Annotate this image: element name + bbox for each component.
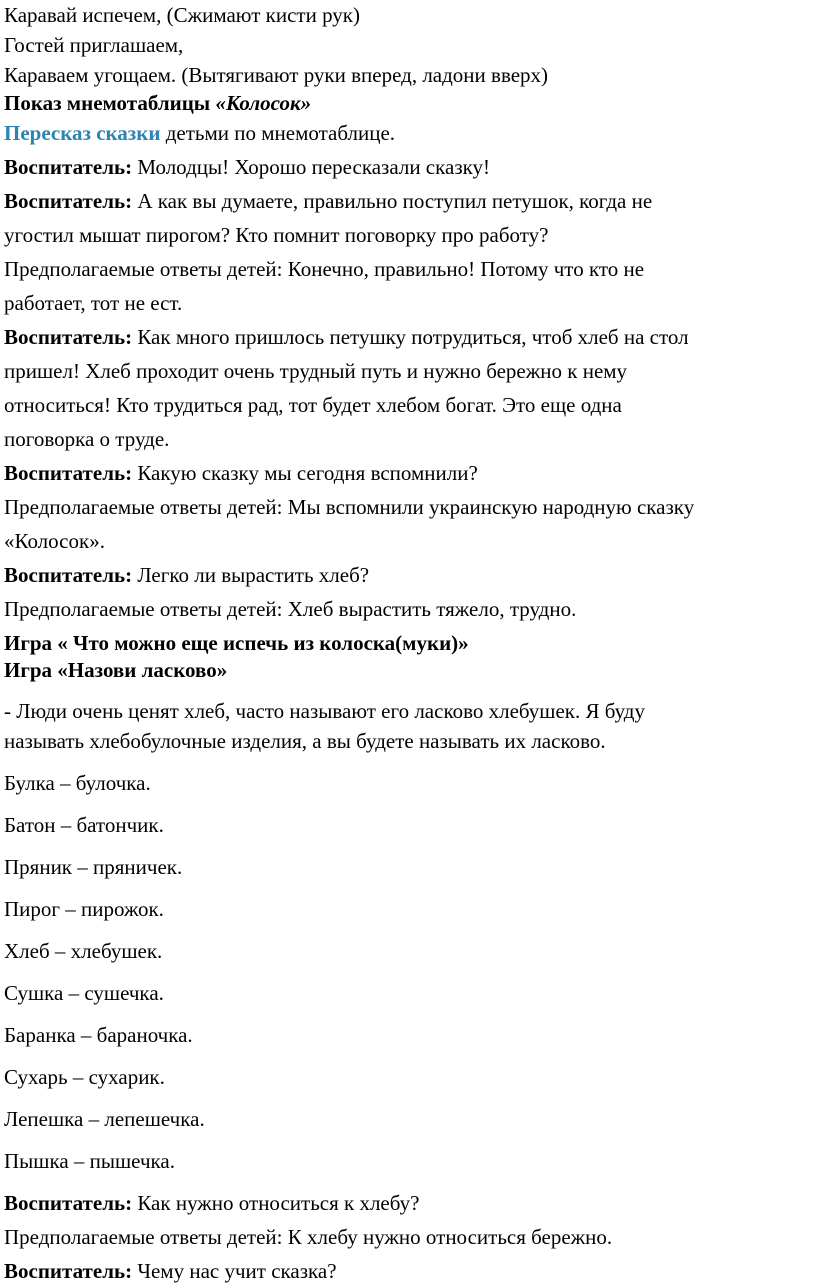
list-item: Батон – батончик. bbox=[4, 813, 164, 837]
game-intro-2: называть хлебобулочные изделия, а вы будете называть их ласково. bbox=[4, 729, 606, 753]
children-label: Предполагаемые ответы детей: bbox=[4, 495, 283, 519]
speaker-label: Воспитатель: bbox=[4, 1191, 133, 1215]
answer-text: Конечно, правильно! Потому что кто не bbox=[282, 257, 645, 281]
dialog-text: А как вы думаете, правильно поступил петушок, когда не bbox=[132, 189, 653, 213]
list-item: Лепешка – лепешечка. bbox=[4, 1107, 205, 1131]
speaker-label: Воспитатель: bbox=[4, 1259, 133, 1283]
dialog-1 bbox=[4, 150, 804, 184]
dialog-7 bbox=[4, 1254, 804, 1288]
dialog-3-cont-3: поговорка о труде. bbox=[4, 427, 170, 451]
answer-text: К хлебу нужно относиться бережно. bbox=[282, 1225, 613, 1249]
list-item: Пирог – пирожок. bbox=[4, 897, 164, 921]
answer-text: Мы вспомнили украинскую народную сказку bbox=[282, 495, 695, 519]
children-answer-2 bbox=[4, 490, 804, 524]
list-item: Хлеб – хлебушек. bbox=[4, 939, 163, 963]
speaker-label: Воспитатель: bbox=[4, 189, 133, 213]
list-item: Булка – булочка. bbox=[4, 771, 151, 795]
list-item: Сухарь – сухарик. bbox=[4, 1065, 165, 1089]
children-label: Предполагаемые ответы детей: bbox=[4, 597, 283, 621]
children-answer-1 bbox=[4, 252, 804, 286]
answer-text: Хлеб вырастить тяжело, трудно. bbox=[282, 597, 577, 621]
mnemo-table-heading bbox=[4, 90, 804, 116]
mnemo-heading-bold: Показ мнемотаблицы bbox=[4, 91, 216, 115]
speaker-label: Воспитатель: bbox=[4, 563, 133, 587]
list-item: Баранка – бараночка. bbox=[4, 1023, 193, 1047]
list-item: Пряник – пряничек. bbox=[4, 855, 183, 879]
game-heading-2: Игра «Назови ласково» bbox=[4, 658, 228, 682]
children-answer-3 bbox=[4, 592, 804, 626]
game-intro-1: - Люди очень ценят хлеб, часто называют его ласково хлебушек. Я буду bbox=[4, 699, 645, 723]
speaker-label: Воспитатель: bbox=[4, 461, 133, 485]
rhyme-line-3: Караваем угощаем. (Вытягивают руки вперед, ладони вверх) bbox=[4, 63, 549, 87]
retelling-line bbox=[4, 116, 804, 150]
retelling-highlight: Пересказ сказки bbox=[4, 121, 161, 145]
children-label: Предполагаемые ответы детей: bbox=[4, 257, 283, 281]
dialog-2-cont: угостил мышат пирогом? Кто помнит поговорку про работу? bbox=[4, 223, 549, 247]
list-item: Сушка – сушечка. bbox=[4, 981, 164, 1005]
dialog-3-cont-2: относиться! Кто трудиться рад, тот будет хлебом богат. Это еще одна bbox=[4, 393, 622, 417]
retelling-rest: детьми по мнемотаблице. bbox=[160, 121, 396, 145]
dialog-text: Легко ли вырастить хлеб? bbox=[132, 563, 370, 587]
dialog-3-cont-1: пришел! Хлеб проходит очень трудный путь и нужно бережно к нему bbox=[4, 359, 628, 383]
rhyme-line-2: Гостей приглашаем, bbox=[4, 33, 184, 57]
dialog-text: Какую сказку мы сегодня вспомнили? bbox=[132, 461, 478, 485]
dialog-6 bbox=[4, 1186, 804, 1220]
dialog-text: Как много пришлось петушку потрудиться, чтоб хлеб на стол bbox=[132, 325, 689, 349]
mnemo-heading-title: «Колосок» bbox=[215, 91, 312, 115]
speaker-label: Воспитатель: bbox=[4, 325, 133, 349]
dialog-5 bbox=[4, 558, 804, 592]
list-item: Пышка – пышечка. bbox=[4, 1149, 175, 1173]
word-list bbox=[4, 768, 804, 1176]
children-answer-1-cont: работает, тот не ест. bbox=[4, 291, 183, 315]
dialog-text: Молодцы! Хорошо пересказали сказку! bbox=[132, 155, 491, 179]
children-answer-2-cont: «Колосок». bbox=[4, 529, 105, 553]
dialog-text: Чему нас учит сказка? bbox=[132, 1259, 337, 1283]
children-label: Предполагаемые ответы детей: bbox=[4, 1225, 283, 1249]
game-heading-1: Игра « Что можно еще испечь из колоска(муки)» bbox=[4, 631, 469, 655]
children-answer-4 bbox=[4, 1220, 804, 1254]
speaker-label: Воспитатель: bbox=[4, 155, 133, 179]
dialog-4 bbox=[4, 456, 804, 490]
dialog-text: Как нужно относиться к хлебу? bbox=[132, 1191, 420, 1215]
dialog-3 bbox=[4, 320, 804, 354]
rhyme-line-1: Каравай испечем, (Сжимают кисти рук) bbox=[4, 3, 360, 27]
dialog-2 bbox=[4, 184, 804, 218]
